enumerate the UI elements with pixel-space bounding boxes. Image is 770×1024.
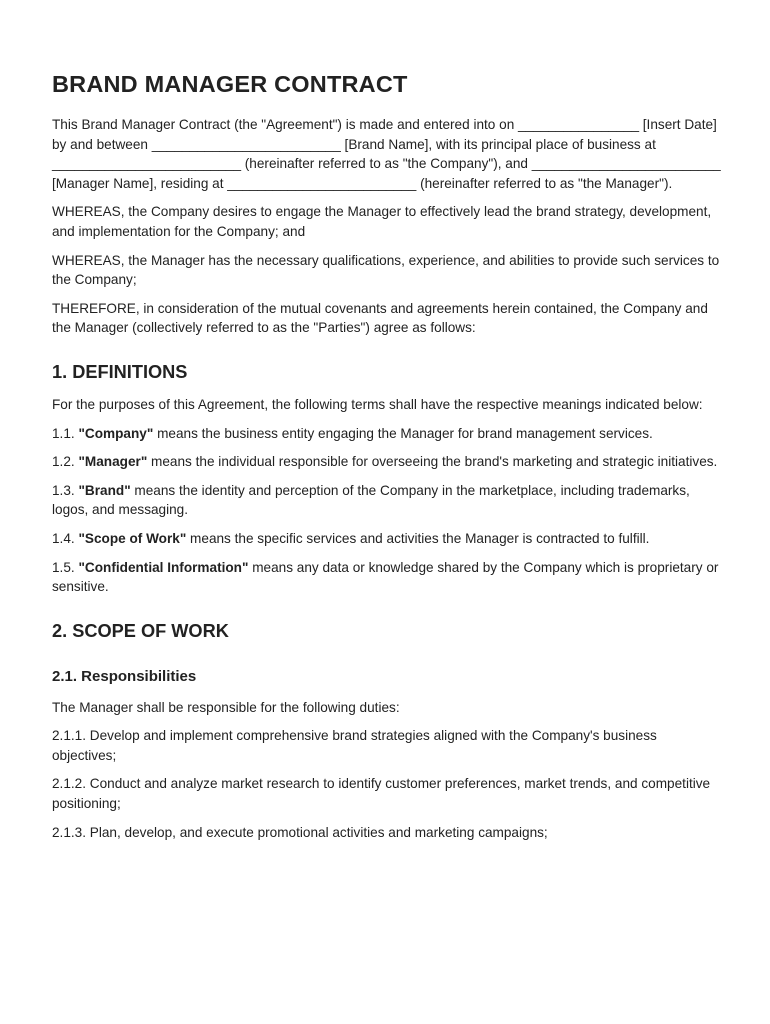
definition-text: means the business entity engaging the Manager for brand management services. — [153, 425, 653, 441]
duty-item: 2.1.1. Develop and implement comprehensive brand strategies aligned with the Company's business objectives; — [52, 728, 657, 763]
document-title: BRAND MANAGER CONTRACT — [52, 71, 408, 97]
definition-number: 1.3. — [52, 482, 75, 498]
definition-text: means the individual responsible for overseeing the brand's marketing and strategic initiatives. — [147, 454, 718, 470]
whereas-clause-2: WHEREAS, the Manager has the necessary qualifications, experience, and abilities to provide such services to the Company; — [52, 252, 720, 288]
definition-text: means any data or knowledge shared by the Company which is proprietary or sensitive. — [52, 559, 719, 595]
subsection-2-1-heading: 2.1. Responsibilities — [52, 667, 197, 685]
duty-item: 2.1.2. Conduct and analyze market research to identify customer preferences, market trends, and competitive positioning; — [52, 776, 711, 812]
whereas-clause-1: WHEREAS, the Company desires to engage the Manager to effectively lead the brand strategy, development, and implementation for the Company; and — [52, 204, 712, 239]
definitions-intro: For the purposes of this Agreement, the following terms shall have the respective meanings indicated below: — [52, 396, 703, 412]
definition-number: 1.4. — [52, 530, 75, 546]
definition-term: "Manager" — [78, 454, 148, 470]
section-1-heading: 1. DEFINITIONS — [52, 361, 188, 382]
definition-item — [52, 481, 724, 520]
definition-item — [52, 529, 724, 549]
intro-paragraph: This Brand Manager Contract (the "Agreement") is made and entered into on ________________ [Insert Date] by and between _________________________ [Brand Name], with its principal place of business at _________________________ (hereinafter referred to as "the Company"), and _________________________ [Manager Name], residing at _________________________ (hereinafter referred to as "the Manager"). — [52, 117, 721, 191]
definition-item — [52, 424, 724, 444]
definition-number: 1.1. — [52, 425, 75, 441]
definition-number: 1.2. — [52, 454, 75, 470]
definition-term: "Brand" — [78, 482, 131, 498]
duties-intro: The Manager shall be responsible for the following duties: — [52, 699, 400, 715]
definition-text: means the identity and perception of the Company in the marketplace, including trademarks, logos, and messaging. — [52, 482, 690, 518]
section-2-heading: 2. SCOPE OF WORK — [52, 620, 229, 641]
definition-item — [52, 558, 724, 597]
duty-item: 2.1.3. Plan, develop, and execute promotional activities and marketing campaigns; — [52, 824, 548, 840]
definition-term: "Confidential Information" — [78, 559, 249, 575]
definition-term: "Company" — [78, 425, 154, 441]
therefore-clause: THEREFORE, in consideration of the mutual covenants and agreements herein contained, the Company and the Manager (collectively referred to as the "Parties") agree as follows: — [52, 300, 708, 336]
definition-item — [52, 452, 724, 472]
definition-number: 1.5. — [52, 559, 75, 575]
contract-page — [52, 66, 724, 851]
definition-term: "Scope of Work" — [78, 530, 187, 546]
definition-text: means the specific services and activities the Manager is contracted to fulfill. — [186, 530, 650, 546]
